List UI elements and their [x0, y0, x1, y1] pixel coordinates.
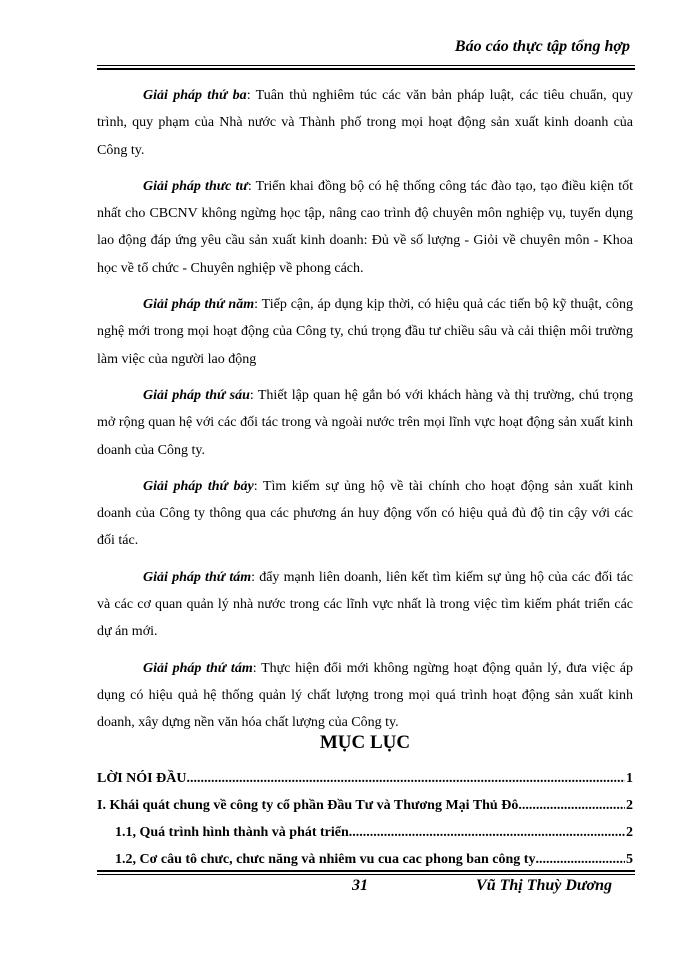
solution-lead: Giải pháp thứ bảy [143, 478, 254, 494]
paragraph-solution-7 [97, 473, 633, 555]
toc-leader-dots [518, 792, 625, 819]
solution-lead: Giải pháp thứ tám [143, 569, 252, 585]
toc-leader-dots [186, 765, 625, 792]
toc-entry-text: 1.2, Cơ câu tô chưc, chưc năng và nhiêm vu cua cac phong ban công ty [115, 852, 536, 867]
toc-entry-page: 5 [626, 852, 633, 867]
solution-text: : Tìm kiếm sự ủng hộ về tài chính cho hoạt động sản xuất kinh doanh của Công ty thông qua các phương án huy động vốn có hiệu quả đủ độ tin cậy với các đối tác. [97, 478, 634, 549]
paragraph-solution-8b [97, 655, 633, 737]
document-body [97, 82, 633, 746]
toc-entry[interactable] [97, 765, 633, 792]
toc-title: MỤC LỤC [319, 732, 411, 753]
toc-leader-dots [535, 846, 625, 873]
solution-text: : Triển khai đồng bộ có hệ thống công tác đào tạo, tạo điều kiện tốt nhất cho CBCNV không ngừng học tập, nâng cao trình độ chuyên môn nghiệp vụ, tuyển dụng lao động đáp ứng yêu cầu sản xuất kinh doanh: Đủ về số lượng - Giỏi về chuyên môn - Khoa học về tổ chức - Chuyên nghiệp về phong cách. [97, 178, 633, 276]
solution-lead: Giải pháp thưc tư [143, 178, 248, 194]
toc-leader-dots [352, 819, 625, 846]
solution-lead: Giải pháp thứ ba [143, 88, 247, 103]
paragraph-solution-8a [97, 564, 633, 646]
toc-entry-text: LỜI NÓI ĐẦU [97, 771, 187, 786]
toc-entry-text: I. Khái quát chung về công ty cổ phần Đầu Tư và Thương Mại Thủ Đô [97, 798, 519, 813]
paragraph-solution-5 [97, 291, 633, 373]
toc-entry[interactable] [97, 819, 633, 846]
solution-text: : Tiếp cận, áp dụng kịp thời, có hiệu quả các tiến bộ kỹ thuật, công nghệ mới trong mọi hoạt động của Công ty, chú trọng đầu tư chiều sâu và cải thiện môi trường làm việc của người lao động [97, 297, 634, 367]
solution-text: : Thực hiện đổi mới không ngừng hoạt động quản lý, đưa việc áp dụng có hiệu quả hệ thống quản lý chất lượng trong mọi quá trình hoạt động sản xuất kinh doanh, xây dựng nền văn hóa chất lượng của Công ty. [97, 660, 633, 731]
toc-entry[interactable] [97, 846, 633, 873]
solution-lead: Giải pháp thứ năm [143, 297, 255, 313]
toc-entry-text: 1.1, Quá trình hình thành và phát triển. [115, 825, 353, 840]
solution-text: : Tuân thủ nghiêm túc các văn bản pháp luật, các tiêu chuẩn, quy trình, quy phạm của Nhà nước và Thành phố trong mọi hoạt động sản xuất kinh doanh của Công ty. [97, 88, 633, 158]
solution-lead: Giải pháp thứ tám [143, 660, 253, 676]
toc-entry-page: 2 [626, 798, 633, 813]
paragraph-solution-4 [97, 173, 633, 282]
header-rule-thick [97, 68, 635, 70]
paragraph-solution-3 [97, 82, 633, 164]
toc-entry-page: 1 [626, 771, 633, 786]
toc-entry-page: 2 [626, 825, 633, 840]
solution-text: : Thiết lập quan hệ gắn bó với khách hàng và thị trường, chú trọng mở rộng quan hệ với các đối tác trong và ngoài nước trên mọi lĩnh vực hoạt động sản xuất kinh doanh của Công ty. [97, 387, 633, 458]
author-name: Vũ Thị Thuỳ Dương [476, 877, 612, 894]
solution-text: : đẩy mạnh liên doanh, liên kết tìm kiếm sự ủng hộ của các đối tác và các cơ quan quản lý nhà nước trong các lĩnh vực nhất là trong việc tìm kiếm phát triển các dự án mới. [97, 569, 633, 640]
running-header-title: Báo cáo thực tập tổng hợp [454, 38, 630, 55]
table-of-contents [97, 765, 633, 873]
footer-rule-thin [97, 874, 635, 875]
toc-entry[interactable] [97, 792, 633, 819]
paragraph-solution-6 [97, 382, 633, 464]
page-number: 31 [352, 877, 368, 894]
solution-lead: Giải pháp thứ sáu [143, 387, 250, 403]
footer-rule-thick [97, 870, 635, 872]
header-rule-thin [97, 65, 635, 66]
